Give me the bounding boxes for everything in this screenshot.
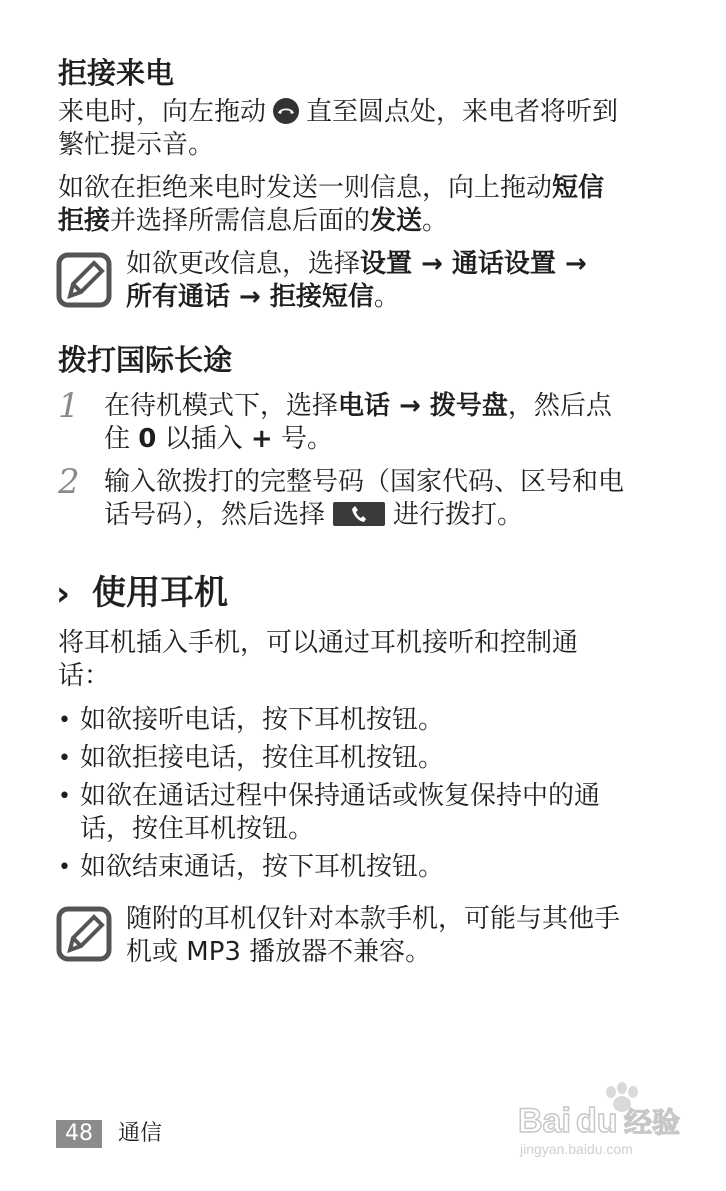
bullet-dot: • xyxy=(58,746,71,771)
step-1-l2e: 号。 xyxy=(272,424,333,454)
svg-text:经验: 经验 xyxy=(624,1106,681,1139)
reject-call-heading: 拒接来电 xyxy=(58,56,175,90)
bullet-dot: • xyxy=(58,708,71,733)
step-2-line2 xyxy=(104,499,523,532)
headset-heading: 使用耳机 xyxy=(92,573,228,613)
reject-msg-bold: 短信 xyxy=(552,173,605,203)
bullet-item-answer: 如欲接听电话，按下耳机按钮。 xyxy=(80,705,445,735)
note-change-msg-line2 xyxy=(126,281,400,314)
bullet-dot: • xyxy=(58,784,71,809)
headset-note-line2: 机或 MP3 播放器不兼容。 xyxy=(126,937,432,967)
reject-call-text-b: 直至圆点处，来电者将听到 xyxy=(306,97,619,127)
phone-hangup-icon xyxy=(272,97,300,125)
step-2-text-b: 进行拨打。 xyxy=(393,500,524,530)
headset-intro-line1: 将耳机插入手机，可以通过耳机接听和控制通 xyxy=(58,628,579,658)
note-pencil-icon xyxy=(56,252,112,308)
send-bold: 发送 xyxy=(370,206,423,236)
headset-marker: › xyxy=(56,574,71,614)
page-number-badge: 48 xyxy=(56,1120,102,1148)
bullet-item-hold-line2: 话，按住耳机按钮。 xyxy=(80,814,315,844)
period: 。 xyxy=(422,206,449,236)
step-1-bold: 电话 → 拨号盘 xyxy=(338,391,508,421)
intl-call-heading: 拨打国际长途 xyxy=(58,343,233,377)
call-button-image xyxy=(333,502,385,526)
step-1-text: 在待机模式下，选择 xyxy=(104,391,339,421)
note-path-bold: 设置 → 通话设置 → xyxy=(360,249,587,279)
note-pencil-icon xyxy=(56,906,112,962)
step-1-l2a: 住 xyxy=(104,424,139,454)
reject-call-text-a: 来电时，向左拖动 xyxy=(58,97,267,127)
baidu-paw-logo xyxy=(516,1080,686,1160)
note-period: 。 xyxy=(373,282,400,312)
plus-key: + xyxy=(250,424,273,454)
reject-select-text: 并选择所需信息后面的 xyxy=(110,206,371,236)
step-1-text-c: ，然后点 xyxy=(507,391,612,421)
reject-call-para1 xyxy=(58,96,618,129)
note-text: 如欲更改信息，选择 xyxy=(126,249,361,279)
baidu-jingyan-watermark xyxy=(516,1080,686,1160)
headset-intro-line2: 话： xyxy=(58,661,111,691)
step-1-l2c: 以插入 xyxy=(156,424,251,454)
phone-call-icon xyxy=(351,505,367,523)
step-number-1: 1 xyxy=(58,386,80,426)
reject-call-para2-line1 xyxy=(58,172,604,205)
bullet-item-hold: 如欲在通话过程中保持通话或恢复保持中的通 xyxy=(80,781,601,811)
reject-bold: 拒接 xyxy=(58,206,111,236)
reject-call-para1-line2: 繁忙提示音。 xyxy=(58,130,215,160)
svg-text:du: du xyxy=(576,1102,618,1140)
reject-call-para2-line2 xyxy=(58,205,448,238)
reject-msg-text: 如欲在拒绝来电时发送一则信息，向上拖动 xyxy=(58,173,553,203)
step-2-line1: 输入欲拨打的完整号码（国家代码、区号和电 xyxy=(104,467,625,497)
step-number-2: 2 xyxy=(58,462,80,502)
note-change-msg-line1 xyxy=(126,248,587,281)
bullet-item-end: 如欲结束通话，按下耳机按钮。 xyxy=(80,852,445,882)
headset-note-line1: 随附的耳机仅针对本款手机，可能与其他手 xyxy=(126,904,621,934)
bullet-item-reject: 如欲拒接电话，按住耳机按钮。 xyxy=(80,743,445,773)
zero-key: 0 xyxy=(138,424,157,454)
step-1-line1 xyxy=(104,390,612,423)
svg-text:Bai: Bai xyxy=(518,1102,571,1140)
svg-text:jingyan.baidu.com: jingyan.baidu.com xyxy=(520,1141,633,1157)
step-2-text: 话号码），然后选择 xyxy=(104,500,326,530)
step-1-line2 xyxy=(104,423,333,456)
note-path-bold-2: 所有通话 → 拒接短信 xyxy=(126,282,374,312)
bullet-dot: • xyxy=(58,855,71,880)
footer-section-name: 通信 xyxy=(118,1121,163,1146)
